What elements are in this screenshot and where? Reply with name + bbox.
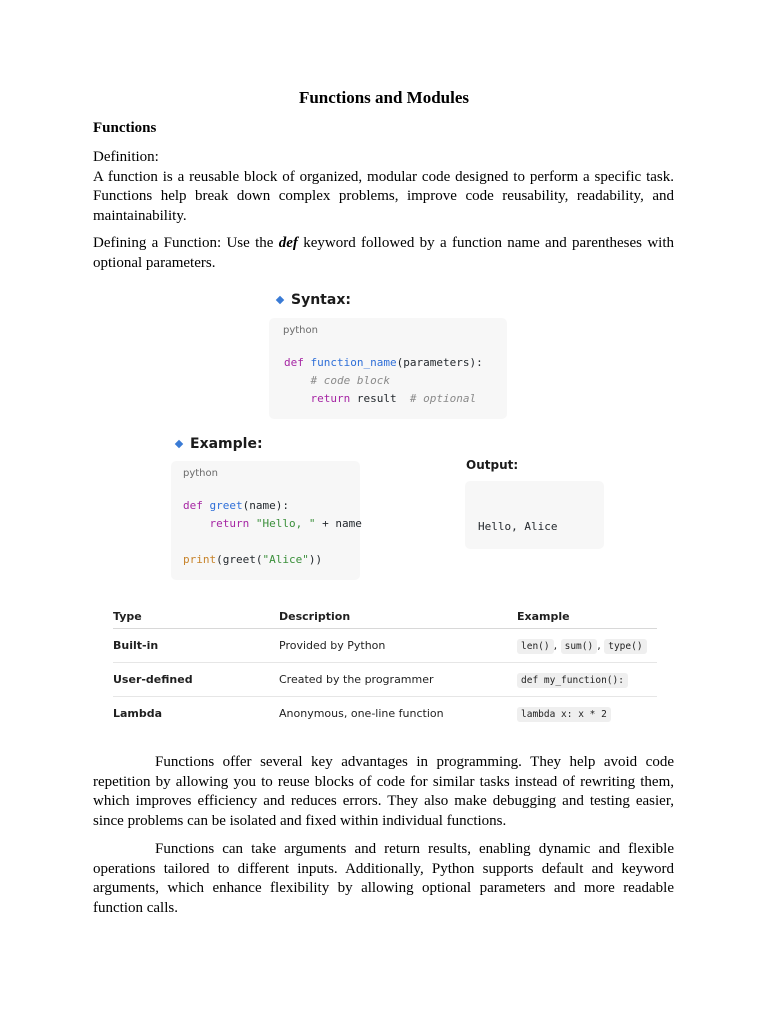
syntax-lang-label: python <box>283 325 318 336</box>
example-lang-label: python <box>183 468 218 479</box>
section-heading-functions: Functions <box>93 120 157 136</box>
code-pill: sum() <box>561 639 598 654</box>
table-header-type: Type <box>113 609 142 623</box>
defining-prefix: Defining a Function: Use the <box>93 235 279 251</box>
output-label: Output: <box>466 458 519 472</box>
table-row <box>113 629 657 663</box>
table-header-row <box>113 604 657 629</box>
table-row <box>113 697 657 730</box>
defining-function-paragraph <box>93 234 674 273</box>
paragraph-text: Functions offer several key advantages in programming. They help avoid code repetition by allowing you to reuse blocks of code for similar tasks instead of rewriting them, which improves efficiency and reduces errors. They also make debugging and testing easier, since problems can be isolated and fixed within individual functions. <box>93 754 674 829</box>
table-cell-description: Created by the programmer <box>279 673 434 686</box>
diamond-bullet-icon <box>276 296 284 304</box>
diamond-bullet-icon <box>175 440 183 448</box>
code-pill: def my_function(): <box>517 673 628 688</box>
def-keyword: def <box>278 235 298 251</box>
code-pill: len() <box>517 639 554 654</box>
example-heading <box>176 436 263 452</box>
table-cell-type: User-defined <box>113 673 193 686</box>
output-box <box>465 481 604 549</box>
syntax-code: def function_name(parameters): # code block return result # optional <box>284 356 483 405</box>
table-cell-description: Provided by Python <box>279 639 386 652</box>
code-pill: lambda x: x * 2 <box>517 707 611 722</box>
advantages-paragraph <box>93 753 674 831</box>
table-cell-example <box>517 707 657 720</box>
arguments-paragraph <box>93 840 674 918</box>
definition-block <box>93 148 674 226</box>
output-text: Hello, Alice <box>478 520 558 533</box>
table-row <box>113 663 657 697</box>
example-code: def greet(name): return "Hello, " + name print(greet("Alice")) <box>183 499 362 566</box>
definition-text: A function is a reusable block of organized, modular code designed to perform a specific task. Functions help break down complex problems, improve code reusability, readability, and maintainability. <box>93 168 674 224</box>
table-cell-type: Lambda <box>113 707 163 720</box>
document-title: Functions and Modules <box>298 88 470 107</box>
table-cell-example: len() , sum() , type() <box>517 639 657 652</box>
table-header-example: Example <box>517 609 570 623</box>
example-code-block <box>171 461 360 580</box>
syntax-code-block <box>269 318 507 419</box>
table-cell-example <box>517 673 657 686</box>
table-cell-description: Anonymous, one-line function <box>279 707 444 720</box>
syntax-heading-text: Syntax: <box>291 292 351 308</box>
table-header-description: Description <box>279 609 351 623</box>
example-heading-text: Example: <box>190 436 263 452</box>
definition-label: Definition: <box>93 149 159 165</box>
table-cell-type: Built-in <box>113 639 159 652</box>
defining-suffix: keyword followed by a function name and parentheses with optional parameters. <box>93 235 674 271</box>
paragraph-text: Functions can take arguments and return results, enabling dynamic and flexible operations tailored to different inputs. Additionally, Python supports default and keyword arguments, which enhance flexibility by allowing optional parameters and more readable function calls. <box>93 841 674 916</box>
function-types-table <box>113 604 657 730</box>
code-pill: type() <box>604 639 646 654</box>
syntax-heading <box>277 292 351 308</box>
